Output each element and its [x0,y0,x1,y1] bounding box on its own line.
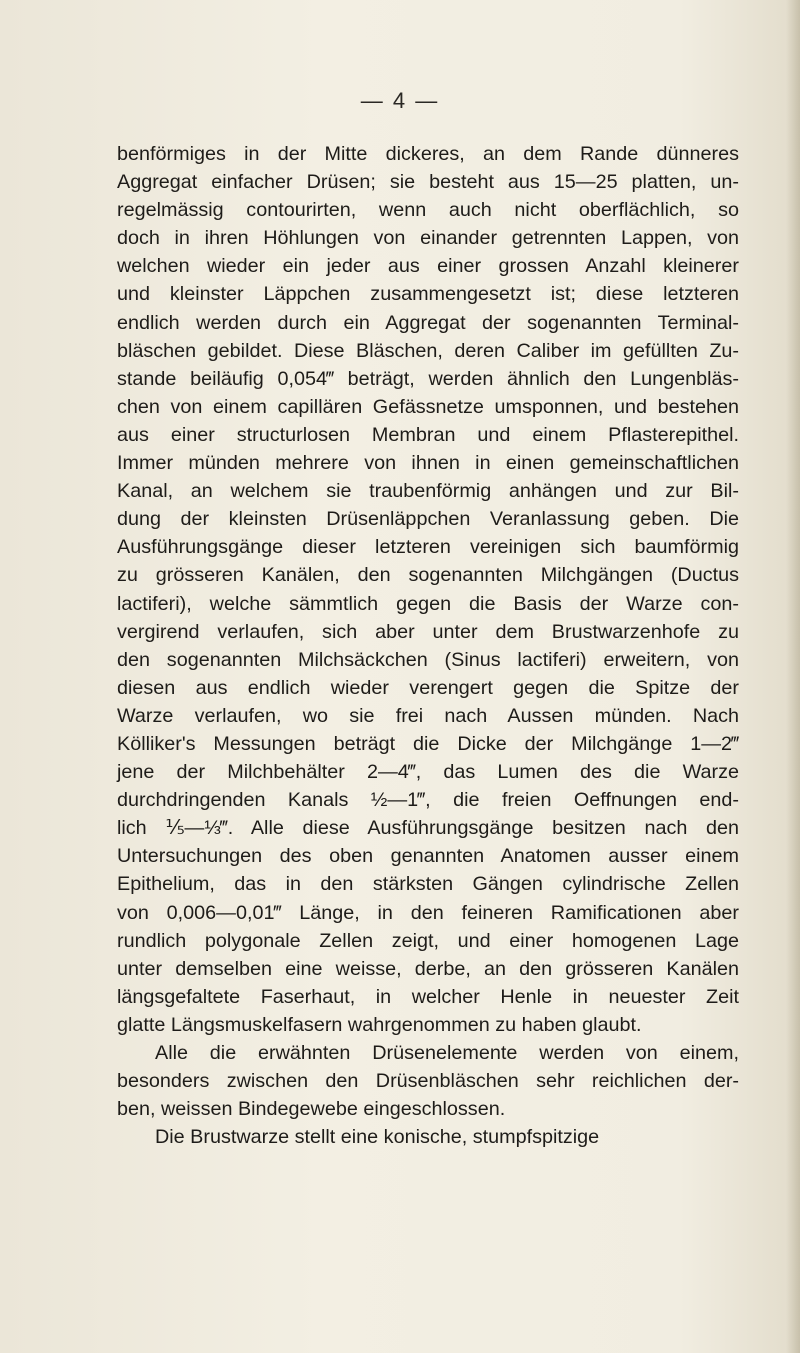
text-line: zu grösseren Kanälen, den sogenannten Milchgängen (Ductus [117,564,739,587]
text-line: regelmässig contourirten, wenn auch nicht oberflächlich, so [117,199,739,222]
text-line: den sogenannten Milchsäckchen (Sinus lactiferi) erweitern, von [117,648,739,671]
text-line: vergirend verlaufen, sich aber unter dem Brustwarzenhofe zu [117,620,739,643]
text-line: Immer münden mehrere von ihnen in einen gemeinschaftlichen [117,452,739,475]
text-line: diesen aus endlich wieder verengert gegen die Spitze der [117,676,739,699]
text-line: Untersuchungen des oben genannten Anatomen ausser einem [117,845,739,868]
text-line: bläschen gebildet. Diese Bläschen, deren Caliber im gefüllten Zu- [117,339,739,362]
text-line: endlich werden durch ein Aggregat der sogenannten Terminal- [117,311,739,334]
text-line: Alle die erwähnten Drüsenelemente werden von einem, [155,1042,739,1064]
text-line: chen von einem capillären Gefässnetze umsponnen, und bestehen [117,395,739,418]
text-line: Ausführungsgänge dieser letzteren vereinigen sich baumförmig [117,536,739,559]
text-line: Epithelium, das in den stärksten Gängen cylindrische Zellen [117,873,739,896]
text-line: stande beiläufig 0,054‴ beträgt, werden ähnlich den Lungenbläs- [117,367,739,390]
text-line: Kanal, an welchem sie traubenförmig anhängen und zur Bil- [117,480,739,503]
text-line: ben, weissen Bindegewebe eingeschlossen. [117,1098,506,1121]
text-line: Aggregat einfacher Drüsen; sie besteht aus 15—25 platten, un- [117,171,739,194]
text-line: rundlich polygonale Zellen zeigt, und einer homogenen Lage [117,929,739,952]
text-line: lich ⅕—⅓‴. Alle diese Ausführungsgänge besitzen nach den [117,817,739,840]
page-edge-shadow [786,0,800,1353]
text-line: doch in ihren Höhlungen von einander getrennten Lappen, von [117,227,739,250]
text-line: durchdringenden Kanals ½—1‴, die freien Oeffnungen end- [117,789,739,812]
text-line: besonders zwischen den Drüsenbläschen sehr reichlichen der- [117,1070,739,1093]
text-line: dung der kleinsten Drüsenläppchen Veranlassung geben. Die [117,508,739,531]
text-line: Die Brustwarze stellt eine konische, stumpfspitzige [155,1126,600,1149]
text-line: jene der Milchbehälter 2—4‴, das Lumen des die Warze [117,761,739,784]
text-line: welchen wieder ein jeder aus einer grossen Anzahl kleinerer [117,255,739,278]
text-line: Warze verlaufen, wo sie frei nach Aussen münden. Nach [117,704,739,727]
text-line: Kölliker's Messungen beträgt die Dicke der Milchgänge 1—2‴ [117,732,739,755]
body-text [117,140,739,1151]
text-line: glatte Längsmuskelfasern wahrgenommen zu haben glaubt. [117,1013,642,1036]
text-line: unter demselben eine weisse, derbe, an den grösseren Kanälen [117,957,739,980]
page-number: — 4 — [360,88,440,113]
text-line: und kleinster Läppchen zusammengesetzt ist; diese letzteren [117,283,739,306]
text-line: lactiferi), welche sämmtlich gegen die Basis der Warze con- [117,592,739,615]
text-line: aus einer structurlosen Membran und einem Pflasterepithel. [117,423,739,446]
text-line: längsgefaltete Faserhaut, in welcher Henle in neuester Zeit [117,985,739,1008]
text-line: benförmiges in der Mitte dickeres, an dem Rande dünneres [117,143,739,165]
text-line: von 0,006—0,01‴ Länge, in den feineren Ramificationen aber [117,901,739,924]
